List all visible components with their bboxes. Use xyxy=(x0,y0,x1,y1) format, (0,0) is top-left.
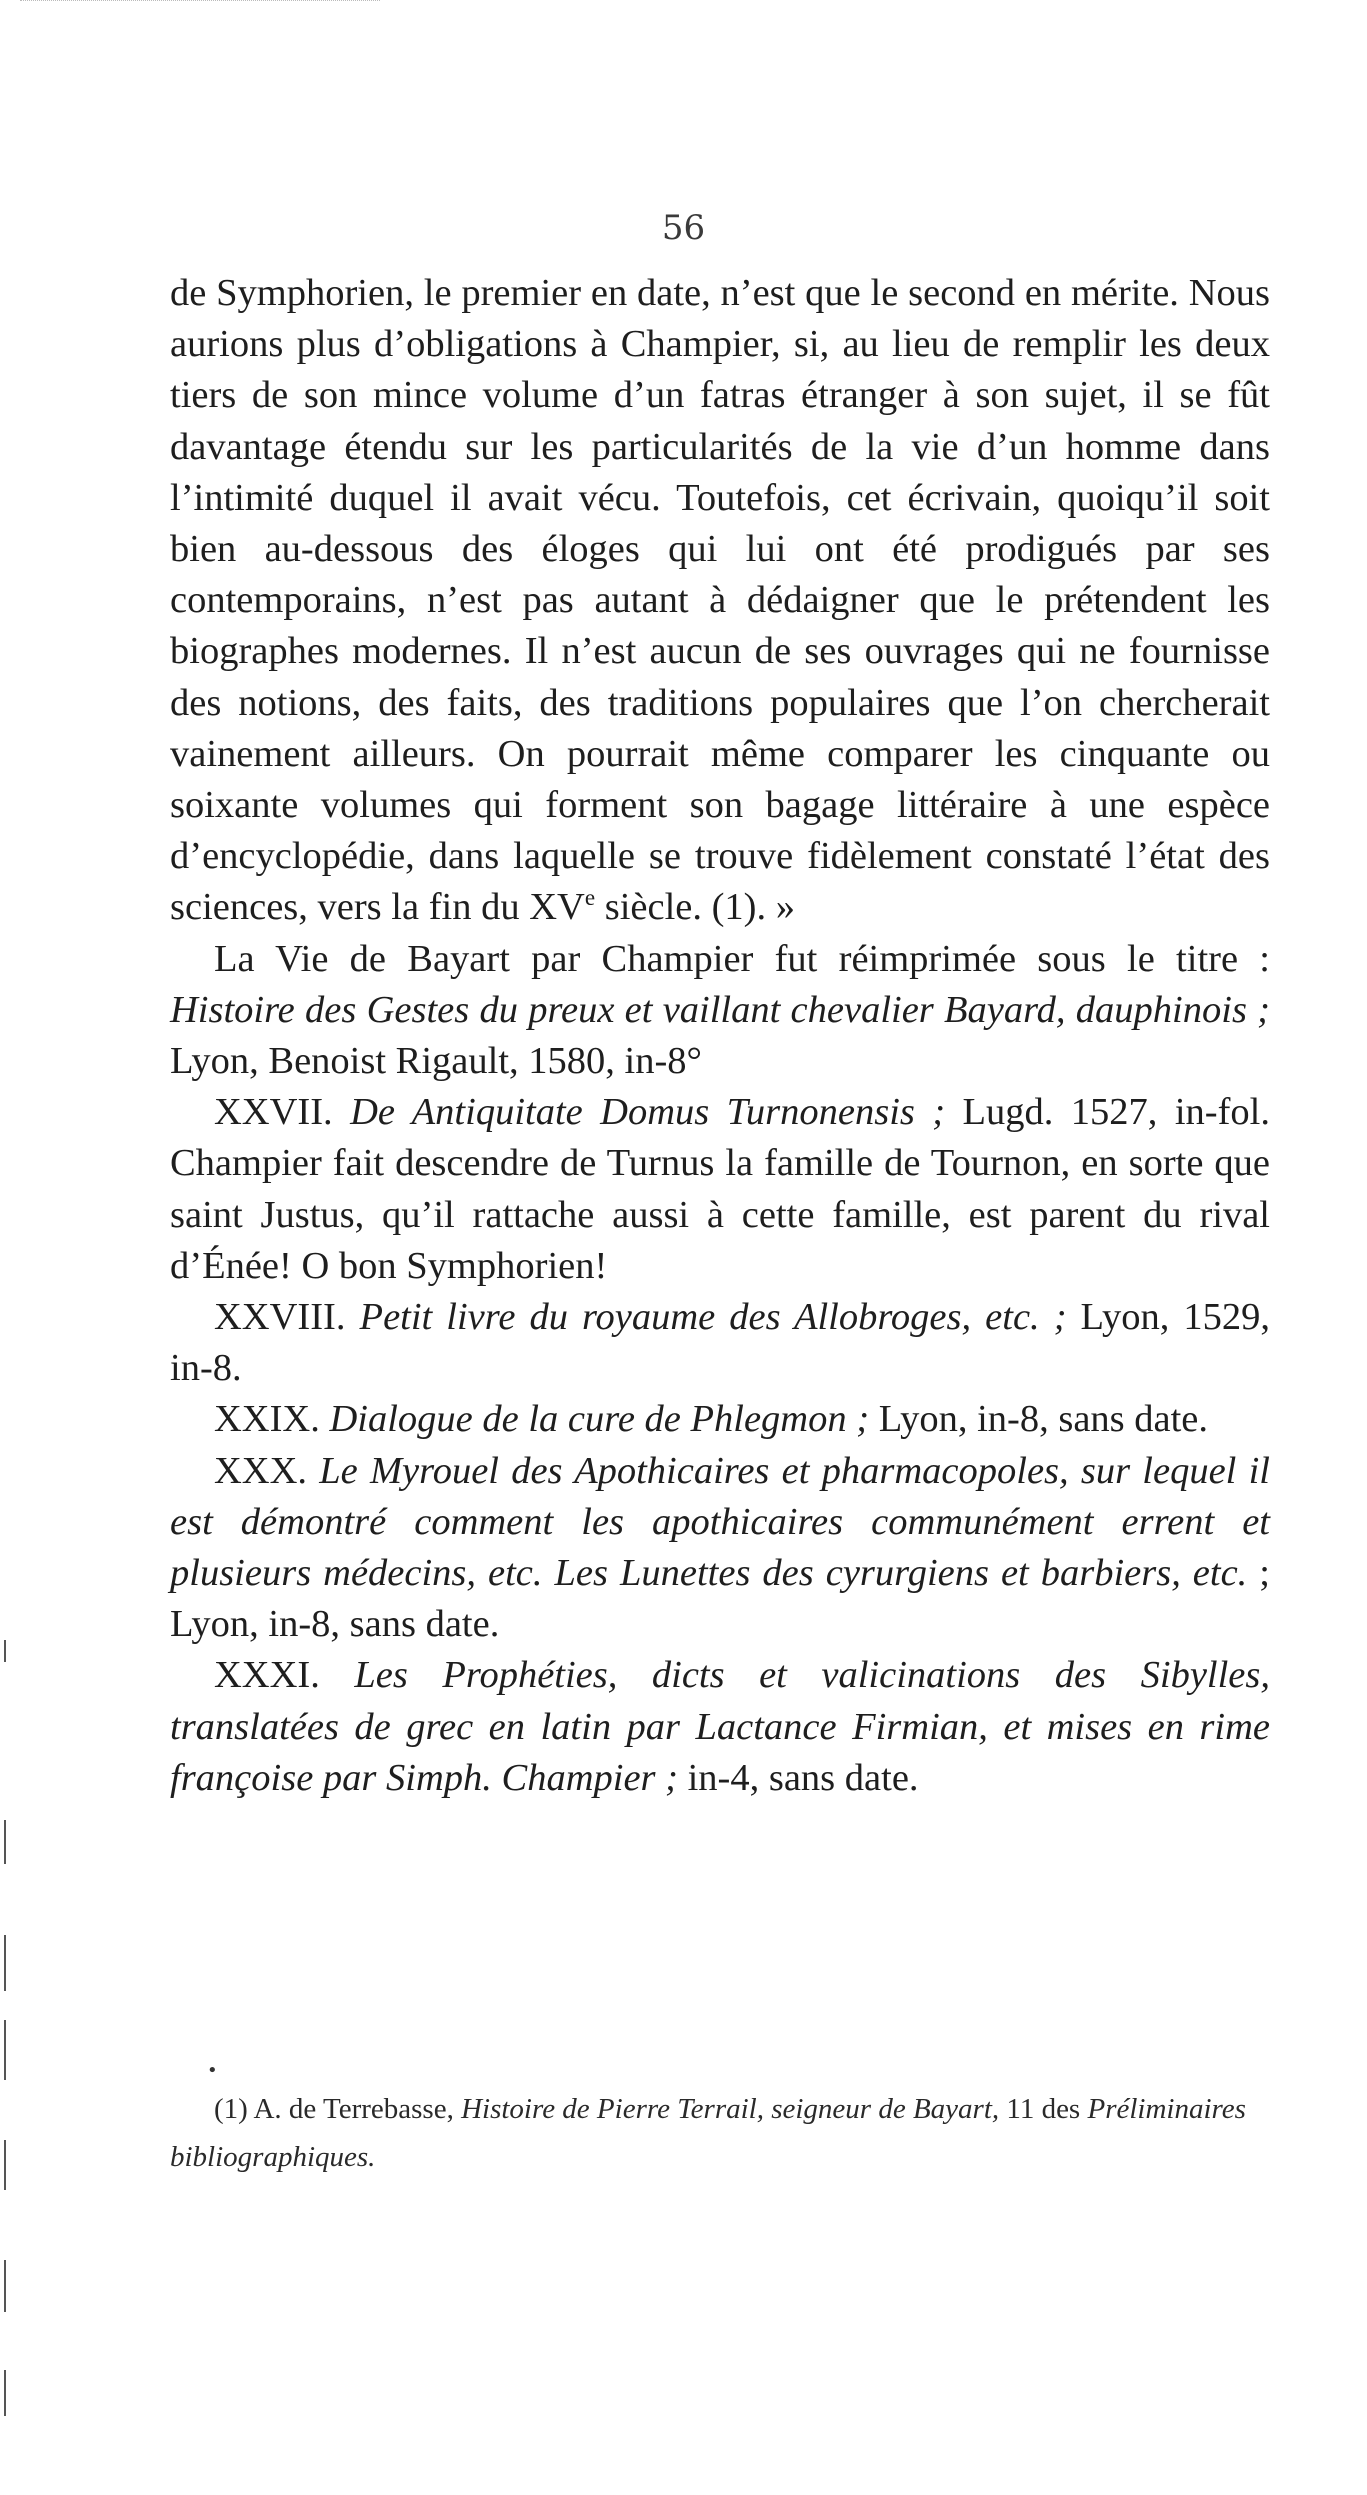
entry-number: XXIX. xyxy=(214,1398,330,1441)
entry-number: XXX. xyxy=(214,1449,320,1492)
book-title: Histoire des Gestes du preux et vaillant chevalier Bayard, dauphinois ; xyxy=(170,988,1270,1031)
main-text xyxy=(170,268,1270,1804)
footnote-text xyxy=(170,2085,1270,2181)
paragraph-quote-end xyxy=(170,268,1270,934)
book-title: De Antiquitate Domus Turnonensis ; xyxy=(350,1091,946,1134)
footnote-ref: (1) A. de Terrebasse, xyxy=(214,2093,462,2125)
paragraph-text-end: Lyon, Benoist Rigault, 1580, in-8° xyxy=(170,1040,702,1083)
page-number: 56 xyxy=(661,208,706,248)
book-title: Le Myrouel des Apothicaires et pharmacopoles, sur lequel il est démontré comment les apothicaires communément errent et plusieurs médecins, etc. Les Lunettes des cyrurgiens et barbiers, etc. xyxy=(170,1449,1270,1595)
book-title: Petit livre du royaume des Allobroges, etc. ; xyxy=(359,1296,1067,1339)
scan-edge-mark xyxy=(4,2370,6,2416)
entry-xxx xyxy=(170,1446,1270,1651)
entry-number: XXXI. xyxy=(214,1654,355,1697)
scan-edge-mark xyxy=(4,2260,6,2312)
paragraph-text: de Symphorien, le premier en date, n’est que le second en mérite. Nous aurions plus d’obligations à Champier, si, au lieu de remplir les deux tiers de son mince volume d’un fatras étranger à son sujet, il se fût davantage étendu sur les particularités de la vie d’un homme dans l’intimité duquel il avait vécu. Toutefois, cet écrivain, quoiqu’il soit bien au-dessous des éloges qui lui ont été prodigués par ses contemporains, n’est pas autant à dédaigner que le prétendent les biographes modernes. Il n’est aucun de ses ouvrages qui ne fournisse des notions, des faits, des traditions populaires que l’on chercherait vainement ailleurs. On pourrait même comparer les cinquante ou soixante volumes qui forment son bagage littéraire à une espèce d’encyclopédie, dans laquelle se trouve fidèlement constaté l’état des sciences, vers la fin du XV xyxy=(170,272,1270,929)
scan-edge-mark xyxy=(4,1640,6,1662)
entry-details: Lugd. 1527, in-fol. Champier fait descendre de Turnus la famille de Tournon, en sorte que saint Justus, qu’il rattache aussi à cette famille, est parent du rival d’Énée! O bon Symphorien! xyxy=(170,1091,1270,1287)
footnote-mark: • xyxy=(207,2060,218,2081)
superscript: e xyxy=(584,884,596,911)
scan-edge-mark xyxy=(4,1935,6,1991)
entry-xxix xyxy=(170,1394,1270,1445)
scan-edge-mark xyxy=(4,2140,6,2190)
scan-edge-mark xyxy=(4,1820,6,1864)
paragraph-reprint xyxy=(170,934,1270,1088)
book-title: Les Prophéties, dicts et valicinations des Sibylles, translatées de grec en latin par Lactance Firmian, et mises en rime françoise par Simph. Champier ; xyxy=(170,1654,1270,1799)
scan-edge-mark xyxy=(4,2020,6,2080)
entry-details: Lyon, in-8, sans date. xyxy=(869,1398,1209,1441)
entry-details: in-4, sans date. xyxy=(677,1756,919,1799)
entry-xxvii xyxy=(170,1087,1270,1292)
paragraph-text-end: siècle. (1). » xyxy=(595,886,796,929)
footnote xyxy=(170,2085,1270,2181)
entry-details: Lyon, 1529, in-8. xyxy=(170,1296,1270,1390)
footnote-title-2: Préliminaires bibliographiques. xyxy=(170,2093,1246,2173)
entry-xxviii xyxy=(170,1292,1270,1394)
paragraph-text: La Vie de Bayart par Champier fut réimprimée sous le titre : xyxy=(214,937,1270,980)
scan-artifact xyxy=(20,0,380,7)
entry-number: XXVII. xyxy=(214,1091,351,1134)
entry-details: ; Lyon, in-8, sans date. xyxy=(170,1552,1270,1646)
entry-number: XXVIII. xyxy=(214,1296,360,1339)
footnote-mid: 11 des xyxy=(999,2093,1088,2125)
entry-xxxi xyxy=(170,1650,1270,1804)
book-title: Dialogue de la cure de Phlegmon ; xyxy=(329,1398,870,1441)
footnote-title: Histoire de Pierre Terrail, seigneur de Bayart, xyxy=(461,2093,1000,2125)
